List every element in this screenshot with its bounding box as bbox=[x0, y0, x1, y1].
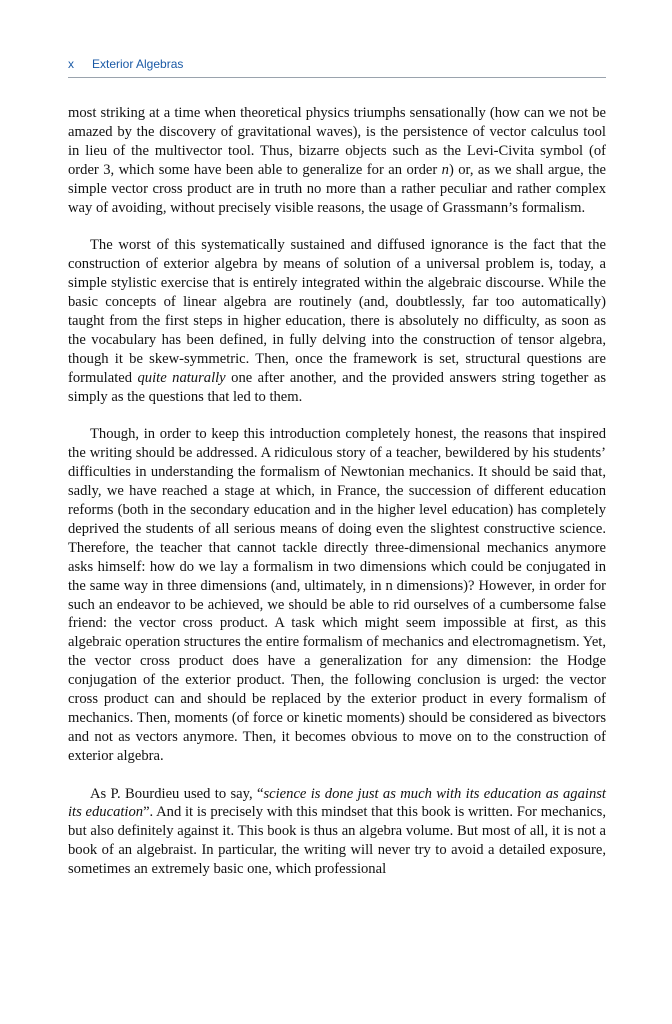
running-head bbox=[68, 57, 606, 78]
bourdieu-quote: science is done just as much with its education as against its education bbox=[68, 785, 606, 821]
paragraph-4-text-b: ”. And it is precisely with this mindset that this book is written. For mechanics, but also definitely against it. This book is thus an algebra volume. But most of all, it is not a book of an algebraist. In particular, the writing will never try to avoid a detailed exposure, sometimes an extremely basic one, which professional bbox=[68, 804, 606, 878]
paragraph-4 bbox=[68, 785, 606, 880]
body-text bbox=[68, 104, 606, 879]
page-number: x bbox=[68, 57, 74, 71]
paragraph-3: Though, in order to keep this introduction completely honest, the reasons that inspired the writing should be addressed. A ridiculous story of a teacher, bewildered by his students’ difficulties in understanding the formalism of Newtonian mechanics. It should be said that, sadly, we have reached a stage at which, in France, the succession of different education reforms (both in the secondary education and in the higher level education) has completely deprived the students of all serious means of doing even the slightest constructive science. Therefore, the teacher that cannot tackle directly three-dimensional mechanics anymore asks himself: how do we lay a formalism in two dimensions which could be conjugated in the same way in three dimensions (and, ultimately, in n dimensions)? However, in order for such an endeavor to be achieved, we should be able to rid ourselves of a cumbersome false friend: the vector cross product. A task which might seem impossible at first, as this algebraic operation structures the entire formalism of mechanics and electromagnetism. Yet, the vector cross product does have a generalization for any dimension: the Hodge conjugation of the exterior product. Then, the following conclusion is urged: the vector cross product can and should be replaced by the exterior product in every formalism of mechanics. Then, moments (of force or kinetic moments) should be considered as bivectors and not as vectors anymore. Then, it becomes obvious to move on to the construction of exterior algebra. bbox=[68, 426, 606, 764]
paragraph-2 bbox=[68, 236, 606, 406]
paragraph-1-text-a: most striking at a time when theoretical physics triumphs sensationally (how can we not be amazed by the discovery of gravitational waves), is the persistence of vector calculus tool in lieu of the multivector tool. Thus, bizarre objects such as the Levi-Civita symbol (of order 3, which some have been able to generalize for an order bbox=[68, 105, 606, 178]
paragraph-1 bbox=[68, 104, 606, 217]
emphasis-quite-naturally: quite naturally bbox=[137, 369, 226, 386]
chapter-title: Exterior Algebras bbox=[92, 57, 184, 71]
paragraph-2-text-a: The worst of this systematically sustained and diffused ignorance is the fact that the construction of exterior algebra by means of solution of a universal problem is, today, a simple stylistic exercise that is entirely integrated within the algebraic discourse. While the basic concepts of linear algebra are routinely (and, doubtlessly, far too automatically) taught from the first steps in higher education, there is absolutely no difficulty, as soon as the vocabulary has been defined, in fully delving into the construction of tensor algebra, though it be skew-symmetric. Then, once the framework is set, structural questions are formulated bbox=[68, 237, 606, 386]
paragraph-2-text-b: one after another, and the provided answers string together as simply as the questions that led to them. bbox=[68, 369, 606, 405]
math-variable-n: n bbox=[441, 161, 449, 178]
paragraph-1-text-b: ) or, as we shall argue, the simple vector cross product are in truth no more than a rather peculiar and rather complex way of avoiding, without precisely visible reasons, the usage of Grassmann’s formalism. bbox=[68, 161, 606, 216]
paragraph-4-text-a: As P. Bourdieu used to say, “ bbox=[90, 785, 264, 802]
